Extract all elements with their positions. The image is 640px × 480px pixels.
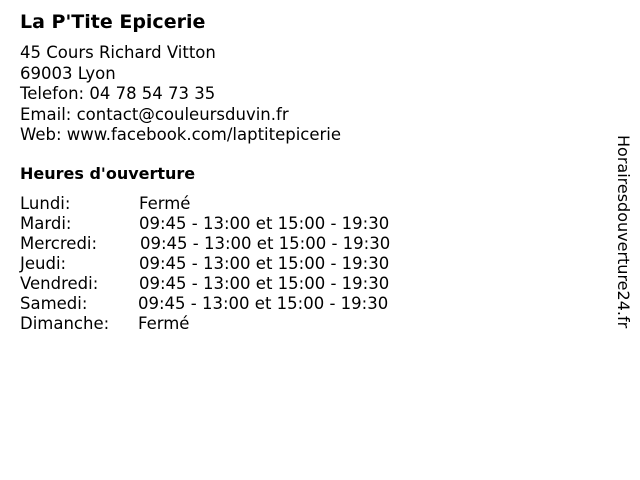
day-label: Mardi: <box>20 214 72 233</box>
contact-info <box>20 43 341 146</box>
day-hours: 09:45 - 13:00 et 15:00 - 19:30 <box>139 274 390 293</box>
opening-hours-heading: Heures d'ouverture <box>20 164 196 183</box>
email-address[interactable]: Email: contact@couleursduvin.fr <box>20 104 289 124</box>
address-street: 45 Cours Richard Vitton <box>20 43 216 62</box>
phone-number: Telefon: 04 78 54 73 35 <box>20 84 216 103</box>
day-label: Samedi: <box>20 294 88 313</box>
day-hours: 09:45 - 13:00 et 15:00 - 19:30 <box>139 214 390 233</box>
day-label: Vendredi: <box>20 274 99 293</box>
day-hours: 09:45 - 13:00 et 15:00 - 19:30 <box>140 234 391 253</box>
day-label: Jeudi: <box>20 254 67 273</box>
address-city: 69003 Lyon <box>20 63 116 83</box>
day-label: Dimanche: <box>20 314 110 333</box>
day-label: Mercredi: <box>20 234 98 253</box>
day-hours: 09:45 - 13:00 et 15:00 - 19:30 <box>139 254 390 273</box>
day-hours: Fermé <box>139 194 191 213</box>
day-hours: Fermé <box>138 314 190 333</box>
site-watermark: Horairesdouverture24.fr <box>614 135 633 329</box>
day-label: Lundi: <box>20 194 71 213</box>
website-link[interactable]: Web: www.facebook.com/laptitepicerie <box>20 125 342 144</box>
store-name: La P'Tite Epicerie <box>20 11 206 33</box>
day-hours: 09:45 - 13:00 et 15:00 - 19:30 <box>138 294 389 313</box>
